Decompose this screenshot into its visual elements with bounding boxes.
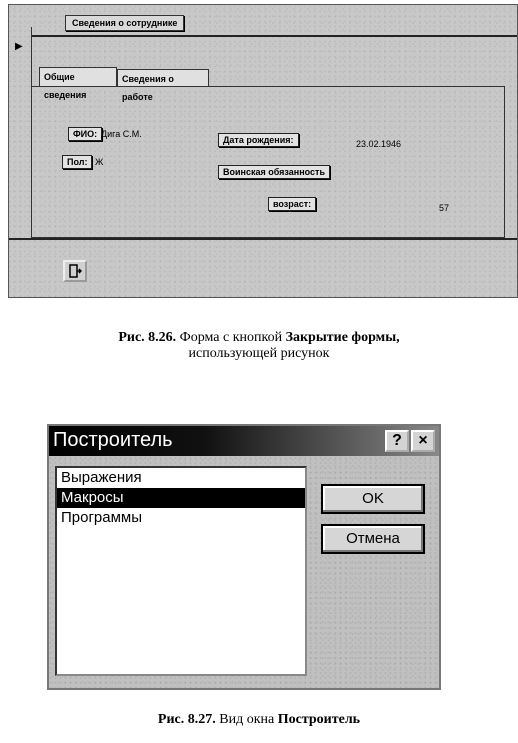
employee-form-window (8, 4, 518, 298)
military-duty-label: Воинская обязанность (218, 165, 330, 179)
gender-label: Пол: (62, 155, 92, 169)
ok-button[interactable]: OK (321, 484, 425, 514)
cancel-button[interactable]: Отмена (321, 524, 425, 554)
caption-text: Форма с кнопкой (176, 330, 286, 345)
dialog-title: Построитель (53, 429, 173, 451)
birth-date-field[interactable]: 23.02.1946 (355, 139, 401, 149)
form-footer-divider (9, 238, 517, 240)
builder-dialog (47, 424, 441, 690)
close-icon: × (418, 432, 428, 449)
caption-number: Рис. 8.26. (118, 330, 177, 345)
door-exit-icon (68, 264, 82, 278)
caption-text: Вид окна (215, 712, 278, 727)
form-header-title: Сведения о сотруднике (65, 15, 184, 31)
tab-general-info[interactable]: Общие сведения (39, 67, 117, 87)
age-field[interactable]: 57 (438, 203, 449, 213)
fio-field[interactable]: Дига С.М. (101, 129, 142, 139)
caption-bold-text: Построитель (277, 712, 361, 727)
list-item-programs[interactable]: Программы (61, 509, 143, 526)
close-form-button[interactable] (63, 260, 87, 282)
figure-caption-8-26 (0, 330, 518, 362)
age-label: возраст: (268, 197, 316, 211)
tab-panel (31, 86, 505, 238)
figure-caption-8-27 (0, 712, 518, 728)
record-selector[interactable] (9, 27, 32, 239)
tab-work-info[interactable]: Сведения о работе (117, 69, 209, 87)
caption-bold-text: Закрытие формы, (285, 330, 400, 345)
dialog-titlebar[interactable] (49, 426, 439, 456)
caption-number: Рис. 8.27. (157, 712, 216, 727)
close-button[interactable] (411, 430, 435, 452)
list-item-macros[interactable]: Макросы (57, 488, 305, 508)
list-item-expressions[interactable]: Выражения (61, 469, 142, 486)
fio-label: ФИО: (68, 127, 102, 141)
record-pointer-icon: ▶ (15, 41, 23, 52)
help-icon: ? (392, 432, 402, 449)
caption-line-2: использующей рисунок (188, 346, 330, 361)
builder-listbox[interactable] (55, 466, 307, 676)
form-header-divider (31, 35, 517, 37)
birth-date-label: Дата рождения: (218, 133, 299, 147)
help-button[interactable] (385, 430, 409, 452)
gender-field[interactable]: Ж (95, 157, 104, 167)
